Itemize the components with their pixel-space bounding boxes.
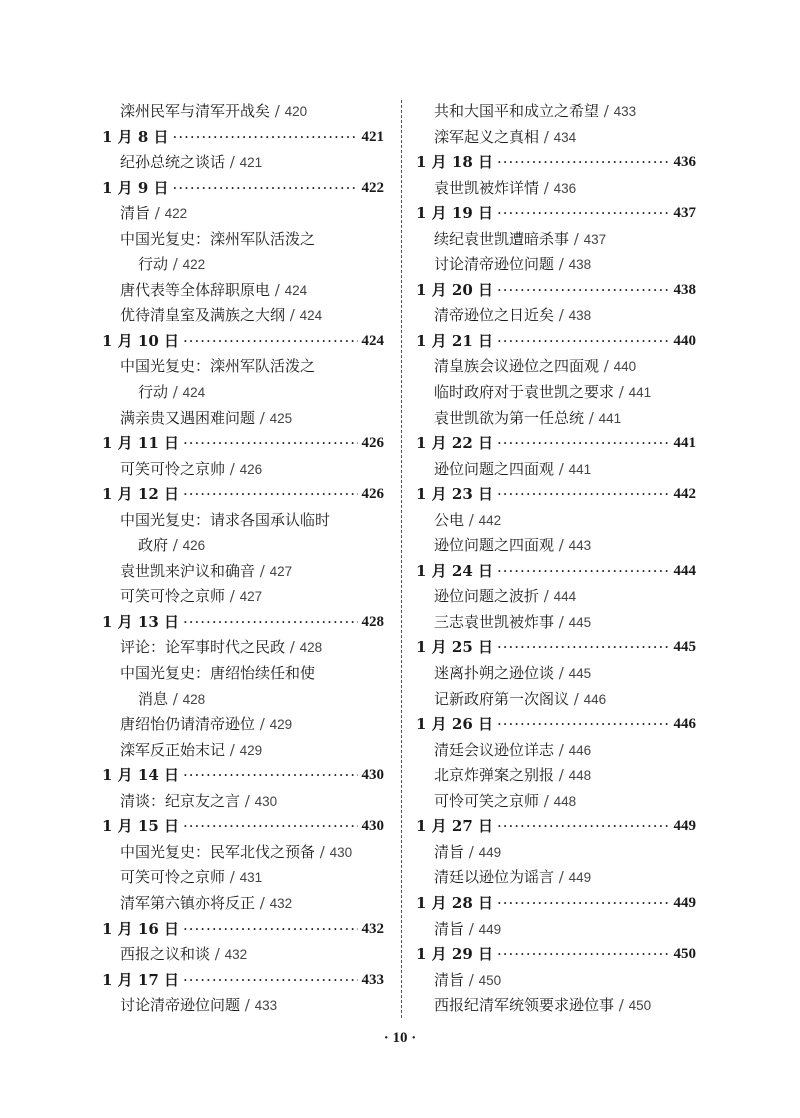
toc-entry <box>416 687 696 713</box>
entry-title: 逊位问题之四面观 <box>434 459 555 478</box>
toc-date-heading <box>102 763 384 789</box>
date-label: 1 月 14 日 <box>102 766 179 785</box>
entry-page-number: 450 <box>478 972 502 988</box>
toc-entry <box>102 891 384 917</box>
page-separator: / <box>168 383 183 402</box>
toc-entry <box>416 99 696 125</box>
entry-title: 讨论清帝逊位问题 <box>434 255 555 274</box>
entry-page-number: 449 <box>568 870 592 886</box>
date-page-number: 426 <box>361 435 384 452</box>
date-page-number: 437 <box>673 205 696 222</box>
entry-title: 清帝逊位之日近矣 <box>434 306 555 325</box>
dot-leader <box>497 559 670 585</box>
toc-entry <box>102 252 384 278</box>
entry-page-number: 424 <box>299 308 323 324</box>
entry-title: 袁世凯欲为第一任总统 <box>434 408 585 427</box>
entry-page-number: 450 <box>628 998 652 1014</box>
entry-title: 中国光复史：滦州军队活泼之 <box>120 357 316 376</box>
date-page-number: 444 <box>673 562 696 579</box>
toc-entry <box>416 917 696 943</box>
toc-entry <box>416 584 696 610</box>
page-separator: / <box>150 204 165 223</box>
toc-entry <box>416 865 696 891</box>
page-separator: / <box>554 306 569 325</box>
entry-title: 中国光复史：请求各国承认临时 <box>120 510 331 529</box>
date-page-number: 424 <box>361 332 384 349</box>
entry-title: 清谈：纪京友之言 <box>120 791 241 810</box>
entry-page-number: 425 <box>269 410 293 426</box>
dot-leader <box>183 917 358 943</box>
page-separator: / <box>464 970 479 989</box>
page-separator: / <box>614 383 629 402</box>
dot-leader <box>183 763 358 789</box>
page-separator: / <box>599 357 614 376</box>
page-separator: / <box>554 664 569 683</box>
dot-leader <box>497 431 670 457</box>
dot-leader <box>497 482 670 508</box>
toc-entry <box>102 584 384 610</box>
date-page-number: 428 <box>361 613 384 630</box>
entry-page-number: 427 <box>269 563 293 579</box>
toc-entry <box>102 993 384 1019</box>
date-page-number: 440 <box>673 332 696 349</box>
date-label: 1 月 28 日 <box>416 893 493 912</box>
toc-entry <box>416 227 696 253</box>
toc-date-heading <box>416 201 696 227</box>
toc-entry <box>102 840 384 866</box>
page-separator: / <box>168 536 183 555</box>
page-separator: / <box>270 102 285 120</box>
toc-entry <box>102 559 384 585</box>
page-separator: / <box>464 919 479 938</box>
entry-title: 政府 <box>138 536 169 555</box>
date-label: 1 月 19 日 <box>416 204 493 223</box>
toc-date-heading <box>416 712 696 738</box>
page-separator: / <box>315 842 330 861</box>
entry-title: 中国光复史：滦州军队活泼之 <box>120 229 316 248</box>
entry-page-number: 446 <box>568 742 592 758</box>
toc-date-heading <box>416 431 696 457</box>
entry-title: 清皇族会议逊位之四面观 <box>434 357 600 376</box>
entry-title: 可怜可笑之京师 <box>434 791 540 810</box>
entry-title: 共和大国平和成立之希望 <box>434 102 600 120</box>
page-separator: / <box>599 102 614 120</box>
date-label: 1 月 10 日 <box>102 331 179 350</box>
page-separator: / <box>168 255 183 274</box>
page-separator: / <box>464 510 479 529</box>
page-separator: / <box>569 689 584 708</box>
entry-title: 逊位问题之波折 <box>434 587 540 606</box>
dot-leader <box>497 201 670 227</box>
date-label: 1 月 18 日 <box>416 153 493 172</box>
page-separator: / <box>270 280 285 299</box>
toc-entry <box>102 942 384 968</box>
entry-page-number: 421 <box>239 155 263 171</box>
toc-entry <box>102 278 384 304</box>
page-separator: / <box>554 740 569 759</box>
entry-page-number: 427 <box>239 589 263 605</box>
dot-leader <box>497 150 670 176</box>
dot-leader <box>183 431 358 457</box>
page-separator: / <box>240 791 255 810</box>
page-separator: / <box>464 842 479 861</box>
entry-title: 清旨 <box>434 919 465 938</box>
entry-title: 清军第六镇亦将反正 <box>120 893 256 912</box>
date-page-number: 432 <box>361 920 384 937</box>
toc-date-heading <box>416 942 696 968</box>
page-separator: / <box>225 740 240 759</box>
toc-entry <box>102 303 384 329</box>
page-separator: / <box>255 893 270 912</box>
toc-entry <box>416 661 696 687</box>
entry-title: 纪孙总统之谈话 <box>120 153 226 172</box>
date-label: 1 月 27 日 <box>416 817 493 836</box>
page-separator: / <box>554 868 569 887</box>
column-divider <box>401 100 402 1018</box>
dot-leader <box>173 176 358 202</box>
entry-page-number: 426 <box>239 461 263 477</box>
toc-date-heading <box>102 917 384 943</box>
date-label: 1 月 21 日 <box>416 331 493 350</box>
entry-title: 唐绍怡仍请清帝逊位 <box>120 715 256 734</box>
entry-title: 讨论清帝逊位问题 <box>120 996 241 1015</box>
toc-date-heading <box>416 329 696 355</box>
entry-title: 记新政府第一次阁议 <box>434 689 570 708</box>
entry-page-number: 441 <box>598 410 622 426</box>
date-label: 1 月 22 日 <box>416 434 493 453</box>
toc-entry <box>416 789 696 815</box>
page-separator: / <box>285 306 300 325</box>
entry-page-number: 422 <box>182 257 206 273</box>
entry-page-number: 434 <box>553 129 577 145</box>
toc-entry <box>416 533 696 559</box>
page-separator: / <box>225 153 240 172</box>
entry-page-number: 433 <box>613 104 637 119</box>
toc-entry <box>102 227 384 253</box>
toc-entry <box>102 201 384 227</box>
toc-entry <box>102 661 384 687</box>
date-page-number: 449 <box>673 894 696 911</box>
entry-title: 清旨 <box>434 970 465 989</box>
date-label: 1 月 13 日 <box>102 612 179 631</box>
entry-page-number: 441 <box>628 385 652 401</box>
entry-title: 袁世凯被炸详情 <box>434 178 540 197</box>
entry-title: 迷离扑朔之逊位谈 <box>434 664 555 683</box>
dot-leader <box>497 329 670 355</box>
toc-entry <box>416 840 696 866</box>
date-page-number: 433 <box>361 971 384 988</box>
toc-date-heading <box>416 482 696 508</box>
entry-page-number: 432 <box>224 947 248 963</box>
toc-entry <box>416 610 696 636</box>
date-label: 1 月 24 日 <box>416 561 493 580</box>
entry-title: 可笑可怜之京师 <box>120 868 226 887</box>
page-separator: / <box>554 536 569 555</box>
date-label: 1 月 29 日 <box>416 945 493 964</box>
toc-entry <box>102 635 384 661</box>
toc-date-heading <box>102 610 384 636</box>
date-page-number: 442 <box>673 486 696 503</box>
dot-leader <box>183 968 358 994</box>
date-page-number: 449 <box>673 818 696 835</box>
toc-column-right <box>416 99 696 1019</box>
toc-date-heading <box>102 329 384 355</box>
toc-entry <box>416 968 696 994</box>
page-separator: / <box>255 561 270 580</box>
toc-entry <box>102 354 384 380</box>
entry-page-number: 449 <box>478 844 502 860</box>
dot-leader <box>497 942 670 968</box>
date-page-number: 422 <box>361 179 384 196</box>
toc-entry <box>102 150 384 176</box>
entry-title: 公电 <box>434 510 465 529</box>
dot-leader <box>497 814 670 840</box>
entry-title: 袁世凯来沪议和确音 <box>120 561 256 580</box>
date-label: 1 月 23 日 <box>416 485 493 504</box>
page-separator: / <box>584 408 599 427</box>
dot-leader <box>183 610 358 636</box>
date-page-number: 438 <box>673 281 696 298</box>
toc-column-left <box>102 99 384 1019</box>
page-separator: / <box>225 587 240 606</box>
toc-entry <box>102 687 384 713</box>
date-page-number: 436 <box>673 154 696 171</box>
entry-title: 滦军反正始末记 <box>120 740 226 759</box>
page-separator: / <box>225 459 240 478</box>
date-label: 1 月 16 日 <box>102 919 179 938</box>
toc-entry <box>416 738 696 764</box>
date-page-number: 430 <box>361 818 384 835</box>
date-label: 1 月 8 日 <box>102 127 169 146</box>
dot-leader <box>173 125 358 151</box>
toc-date-heading <box>102 968 384 994</box>
toc-entry <box>416 380 696 406</box>
toc-date-heading <box>102 176 384 202</box>
date-page-number: 426 <box>361 486 384 503</box>
entry-title: 临时政府对于袁世凯之要求 <box>434 383 615 402</box>
page-separator: / <box>240 996 255 1015</box>
page-separator: / <box>255 715 270 734</box>
date-label: 1 月 26 日 <box>416 715 493 734</box>
entry-title: 逊位问题之四面观 <box>434 536 555 555</box>
entry-page-number: 442 <box>478 512 502 528</box>
toc-entry <box>102 406 384 432</box>
date-label: 1 月 9 日 <box>102 178 169 197</box>
page-separator: / <box>225 868 240 887</box>
dot-leader <box>183 814 358 840</box>
entry-page-number: 438 <box>568 308 592 324</box>
entry-title: 西报之议和谈 <box>120 945 211 964</box>
toc-entry <box>416 763 696 789</box>
page-separator: / <box>539 791 554 810</box>
entry-title: 中国光复史：民军北伐之预备 <box>120 842 316 861</box>
toc-date-heading <box>416 635 696 661</box>
toc-date-heading <box>416 278 696 304</box>
entry-title: 续纪袁世凯遭暗杀事 <box>434 229 570 248</box>
toc-entry <box>416 354 696 380</box>
entry-page-number: 446 <box>583 691 607 707</box>
date-label: 1 月 11 日 <box>102 434 179 453</box>
entry-page-number: 448 <box>568 768 592 784</box>
entry-page-number: 431 <box>239 870 263 886</box>
dot-leader <box>497 635 670 661</box>
page-separator: / <box>554 766 569 785</box>
page-separator: / <box>210 945 225 964</box>
toc-entry <box>102 508 384 534</box>
entry-page-number: 430 <box>329 844 353 860</box>
entry-page-number: 440 <box>613 359 637 375</box>
entry-title: 滦州民军与清军开战矣 <box>120 102 271 120</box>
toc-date-heading <box>416 559 696 585</box>
date-page-number: 445 <box>673 639 696 656</box>
entry-title: 西报纪清军统领要求逊位事 <box>434 996 615 1015</box>
entry-page-number: 426 <box>182 538 206 554</box>
entry-page-number: 420 <box>284 104 308 119</box>
dot-leader <box>183 482 358 508</box>
page-separator: / <box>285 638 300 657</box>
entry-page-number: 437 <box>583 231 607 247</box>
entry-page-number: 429 <box>269 717 293 733</box>
page-separator: / <box>539 587 554 606</box>
toc-entry <box>102 789 384 815</box>
toc-entry <box>416 993 696 1019</box>
date-label: 1 月 25 日 <box>416 638 493 657</box>
entry-title: 清廷以逊位为谣言 <box>434 868 555 887</box>
entry-title: 唐代表等全体辞职原电 <box>120 280 271 299</box>
entry-page-number: 438 <box>568 257 592 273</box>
entry-title: 行动 <box>138 383 169 402</box>
toc-entry <box>416 303 696 329</box>
entry-title: 可笑可怜之京帅 <box>120 459 226 478</box>
toc-entry <box>416 406 696 432</box>
toc-entry <box>102 712 384 738</box>
entry-page-number: 433 <box>254 998 278 1014</box>
page-separator: / <box>539 178 554 197</box>
entry-page-number: 432 <box>269 895 293 911</box>
entry-page-number: 441 <box>568 461 592 477</box>
entry-page-number: 436 <box>553 180 577 196</box>
entry-page-number: 445 <box>568 666 592 682</box>
date-label: 1 月 15 日 <box>102 817 179 836</box>
toc-entry <box>102 865 384 891</box>
toc-date-heading <box>102 431 384 457</box>
entry-page-number: 443 <box>568 538 592 554</box>
page-number: · 10 · <box>383 1030 417 1046</box>
entry-page-number: 428 <box>182 691 206 707</box>
toc-entry <box>416 508 696 534</box>
toc-date-heading <box>416 150 696 176</box>
page-separator: / <box>569 229 584 248</box>
entry-title: 消息 <box>138 689 169 708</box>
toc-entry <box>102 99 384 125</box>
entry-page-number: 445 <box>568 614 592 630</box>
entry-title: 清旨 <box>120 204 151 223</box>
date-label: 1 月 20 日 <box>416 280 493 299</box>
entry-page-number: 424 <box>182 385 206 401</box>
toc-date-heading <box>102 814 384 840</box>
entry-title: 滦军起义之真相 <box>434 127 540 146</box>
toc-entry <box>416 252 696 278</box>
toc-entry <box>416 457 696 483</box>
date-page-number: 450 <box>673 946 696 963</box>
page-separator: / <box>539 127 554 146</box>
entry-title: 三志袁世凯被炸事 <box>434 612 555 631</box>
toc-date-heading <box>416 891 696 917</box>
entry-title: 评论：论军事时代之民政 <box>120 638 286 657</box>
entry-page-number: 422 <box>164 206 188 222</box>
entry-title: 中国光复史：唐绍怡续任和使 <box>120 664 316 683</box>
toc-date-heading <box>102 482 384 508</box>
toc-entry <box>416 125 696 151</box>
page-separator: / <box>614 996 629 1015</box>
date-label: 1 月 17 日 <box>102 970 179 989</box>
date-label: 1 月 12 日 <box>102 485 179 504</box>
entry-title: 优待清皇室及满族之大纲 <box>120 306 286 325</box>
date-page-number: 446 <box>673 716 696 733</box>
entry-title: 可笑可怜之京师 <box>120 587 226 606</box>
date-page-number: 430 <box>361 767 384 784</box>
entry-page-number: 444 <box>553 589 577 605</box>
entry-page-number: 429 <box>239 742 263 758</box>
entry-page-number: 449 <box>478 921 502 937</box>
dot-leader <box>497 278 670 304</box>
toc-date-heading <box>416 814 696 840</box>
toc-entry <box>102 457 384 483</box>
entry-title: 满亲贵又遇困难问题 <box>120 408 256 427</box>
toc-entry <box>102 738 384 764</box>
entry-title: 北京炸弹案之别报 <box>434 766 555 785</box>
page-separator: / <box>554 255 569 274</box>
toc-entry <box>416 176 696 202</box>
toc-entry <box>102 533 384 559</box>
dot-leader <box>183 329 358 355</box>
entry-title: 清旨 <box>434 842 465 861</box>
date-page-number: 421 <box>361 128 384 145</box>
entry-title: 清廷会议逊位详志 <box>434 740 555 759</box>
page-separator: / <box>168 689 183 708</box>
page-separator: / <box>554 459 569 478</box>
dot-leader <box>497 891 670 917</box>
dot-leader <box>497 712 670 738</box>
page-separator: / <box>255 408 270 427</box>
page-separator: / <box>554 612 569 631</box>
entry-page-number: 424 <box>284 282 308 298</box>
date-page-number: 441 <box>673 435 696 452</box>
entry-page-number: 428 <box>299 640 323 656</box>
toc-entry <box>102 380 384 406</box>
toc-date-heading <box>102 125 384 151</box>
entry-page-number: 448 <box>553 793 577 809</box>
entry-title: 行动 <box>138 255 169 274</box>
entry-page-number: 430 <box>254 793 278 809</box>
